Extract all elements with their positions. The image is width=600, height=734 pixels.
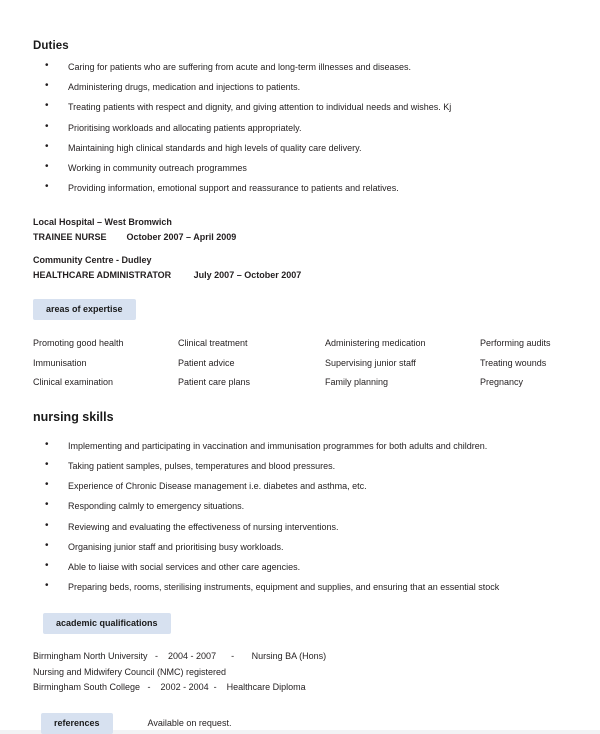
expertise-item: Performing audits [480, 338, 551, 349]
list-item: • Organising junior staff and prioritising busy workloads. [33, 541, 567, 553]
nursing-skills-list [33, 440, 567, 593]
spacer [33, 634, 567, 649]
duties-heading: Duties [33, 40, 69, 52]
expertise-item: Pregnancy [480, 377, 524, 388]
list-item: • Preparing beds, rooms, sterilising instruments, equipment and supplies, and ensuring that an essential stock [33, 581, 567, 593]
list-item: • Administering drugs, medication and injections to patients. [33, 81, 567, 93]
spacer [33, 393, 567, 410]
qualification-line: Nursing and Midwifery Council (NMC) registered [33, 666, 227, 677]
spacer [33, 696, 567, 713]
role-and-dates: HEALTHCARE ADMINISTRATOR July 2007 – October 2007 [33, 270, 302, 281]
expertise-item: Supervising junior staff [325, 357, 416, 368]
employer-name: Local Hospital – West Bromwich [33, 217, 172, 228]
spacer [33, 245, 567, 253]
areas-of-expertise-tag-row [33, 299, 567, 320]
list-item: • Experience of Chronic Disease management i.e. diabetes and asthma, etc. [33, 480, 567, 492]
duties-list [33, 61, 567, 194]
expertise-item: Family planning [325, 377, 389, 388]
experience-entry [33, 215, 567, 245]
qualification-line: Birmingham North University - 2004 - 2007 - Nursing BA (Hons) [33, 651, 327, 662]
qualification-line: Birmingham South College - 2002 - 2004 - Healthcare Diploma [33, 682, 306, 693]
list-item: • Maintaining high clinical standards and high levels of quality care delivery. [33, 142, 567, 154]
list-item: • Implementing and participating in vaccination and immunisation programmes for both adults and children. [33, 440, 567, 452]
expertise-item: Patient care plans [178, 377, 251, 388]
expertise-item: Immunisation [33, 357, 87, 368]
areas-of-expertise-tag: areas of expertise [33, 299, 136, 320]
expertise-item: Promoting good health [33, 338, 124, 349]
list-item: • Reviewing and evaluating the effectiveness of nursing interventions. [33, 521, 567, 533]
list-item: • Treating patients with respect and dignity, and giving attention to individual needs and wishes. Kj [33, 101, 567, 113]
academic-qualifications-tag-row [33, 613, 567, 634]
references-text: Available on request. [147, 718, 232, 729]
expertise-item: Treating wounds [480, 357, 547, 368]
expertise-item: Administering medication [325, 338, 426, 349]
experience-entry [33, 253, 567, 283]
expertise-item: Clinical treatment [178, 338, 248, 349]
nursing-skills-heading: nursing skills [33, 409, 114, 424]
list-item: • Working in community outreach programmes [33, 162, 567, 174]
spacer [33, 601, 567, 613]
role-and-dates: TRAINEE NURSE October 2007 – April 2009 [33, 232, 237, 243]
academic-qualifications-lines [33, 649, 567, 696]
references-tag: references [41, 713, 113, 734]
spacer [33, 202, 567, 215]
expertise-item: Clinical examination [33, 377, 114, 388]
spacer [33, 424, 567, 440]
areas-of-expertise-grid [33, 334, 567, 393]
references-row [33, 713, 567, 734]
spacer [33, 320, 567, 334]
employer-name: Community Centre - Dudley [33, 255, 152, 266]
expertise-item: Patient advice [178, 357, 235, 368]
list-item: • Taking patient samples, pulses, temperatures and blood pressures. [33, 460, 567, 472]
list-item: • Providing information, emotional support and reassurance to patients and relatives. [33, 182, 567, 194]
list-item: • Able to liaise with social services and other care agencies. [33, 561, 567, 573]
academic-qualifications-tag: academic qualifications [43, 613, 171, 634]
list-item: • Responding calmly to emergency situations. [33, 500, 567, 512]
list-item: • Caring for patients who are suffering from acute and long-term illnesses and diseases. [33, 61, 567, 73]
list-item: • Prioritising workloads and allocating patients appropriately. [33, 122, 567, 134]
spacer [33, 283, 567, 299]
